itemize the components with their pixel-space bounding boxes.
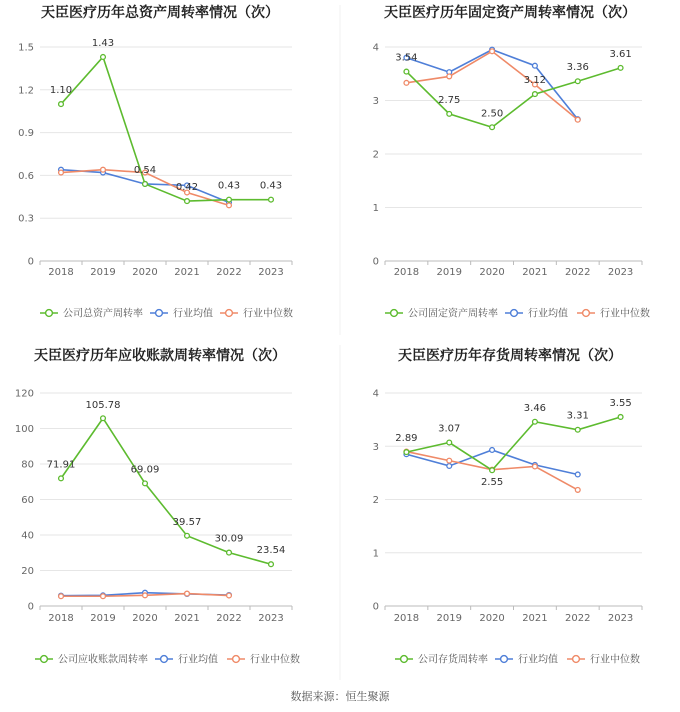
legend-swatch-marker (233, 656, 240, 663)
data-point-company (227, 197, 232, 202)
data-label: 3.36 (566, 62, 589, 74)
data-point-median (575, 488, 580, 493)
legend-swatch-marker (573, 656, 580, 663)
legend-swatch-marker (391, 310, 398, 317)
data-point-median (227, 593, 232, 598)
legend-item-median (577, 307, 650, 320)
data-label: 1.43 (91, 37, 115, 49)
data-point-median (447, 74, 452, 79)
legend-item-median (567, 653, 640, 666)
data-label: 2.75 (438, 94, 461, 106)
data-label: 2.50 (480, 108, 504, 120)
data-label: 3.55 (609, 397, 632, 409)
x-tick-label: 2023 (607, 613, 634, 624)
data-point-company (59, 102, 64, 107)
data-point-median (533, 464, 538, 469)
data-point-median (101, 594, 106, 599)
data-label: 39.57 (172, 516, 202, 528)
data-point-median (447, 458, 452, 463)
data-point-company (101, 55, 106, 60)
data-point-median (59, 170, 64, 175)
data-label: 3.12 (523, 75, 547, 87)
legend-label: 行业中位数 (590, 654, 640, 666)
data-point-company (490, 125, 495, 130)
chart-title: 天臣医疗历年固定资产周转率情况（次） (384, 5, 636, 21)
data-point-company (143, 182, 148, 187)
x-tick-label: 2023 (258, 267, 284, 278)
y-tick-label: 1 (372, 548, 379, 560)
data-point-company (618, 415, 623, 420)
x-tick-label: 2020 (479, 267, 505, 278)
y-tick-label: 20 (21, 566, 34, 577)
data-label: 71.91 (46, 459, 76, 471)
x-tick-label: 2022 (565, 613, 591, 624)
data-point-company (618, 65, 623, 70)
data-source: 数据来源：恒生聚源 (290, 690, 390, 703)
x-tick-label: 2022 (216, 267, 242, 278)
y-tick-label: 2 (372, 495, 379, 506)
data-point-avg (490, 448, 495, 453)
x-tick-label: 2018 (393, 267, 420, 278)
data-point-median (227, 203, 232, 208)
data-label: 69.09 (130, 464, 160, 476)
legend-label: 行业中位数 (600, 308, 650, 320)
data-label: 2.55 (480, 477, 504, 489)
data-point-company (185, 199, 190, 204)
legend-item-company (40, 307, 143, 320)
y-tick-label: 2 (372, 149, 379, 161)
y-tick-label: 40 (21, 530, 34, 542)
data-point-median (575, 117, 580, 122)
x-tick-label: 2019 (436, 267, 462, 278)
chart-panel-3 (15, 347, 300, 666)
x-tick-label: 2020 (479, 613, 505, 624)
y-tick-label: 0 (372, 256, 379, 268)
legend-swatch-marker (401, 656, 408, 663)
legend-label: 行业均值 (173, 308, 213, 320)
y-tick-label: 0 (27, 601, 34, 613)
x-tick-label: 2023 (258, 613, 284, 624)
y-tick-label: 0 (372, 601, 379, 613)
y-tick-label: 80 (21, 459, 34, 471)
chart-panel-1 (18, 4, 293, 320)
data-point-avg (533, 63, 538, 68)
data-label: 30.09 (214, 533, 244, 545)
legend-label: 公司存货周转率 (418, 654, 488, 666)
data-label: 105.78 (85, 400, 121, 412)
legend-swatch-marker (226, 310, 233, 317)
data-point-avg (575, 472, 580, 477)
data-label: 3.46 (523, 402, 547, 414)
chart-title: 天臣医疗历年存货周转率情况（次） (398, 348, 622, 364)
x-tick-label: 2022 (565, 267, 591, 278)
data-point-company (269, 197, 274, 202)
data-point-median (490, 49, 495, 54)
data-point-company (227, 550, 232, 555)
data-label: 3.61 (609, 48, 632, 60)
data-label: 1.10 (49, 85, 73, 97)
data-point-company (490, 468, 495, 473)
y-tick-label: 3 (372, 441, 379, 453)
data-label: 0.54 (133, 164, 157, 176)
x-tick-label: 2021 (174, 613, 200, 624)
legend-swatch-marker (156, 310, 163, 317)
legend-item-avg (505, 307, 568, 320)
y-tick-label: 60 (21, 495, 34, 506)
legend-label: 公司应收账款周转率 (58, 654, 148, 666)
data-point-company (404, 69, 409, 74)
y-tick-label: 1.5 (18, 42, 34, 54)
chart-panel-2 (373, 4, 650, 320)
legend-swatch-marker (501, 656, 508, 663)
data-point-company (101, 416, 106, 421)
legend-item-company (35, 653, 148, 666)
legend-label: 行业均值 (528, 308, 568, 320)
y-tick-label: 1 (372, 203, 379, 214)
x-tick-label: 2021 (522, 267, 548, 278)
data-label: 2.89 (395, 433, 418, 445)
chart-panel-4 (373, 347, 642, 666)
y-tick-label: 4 (372, 42, 379, 54)
legend-item-company (395, 653, 488, 666)
x-tick-label: 2019 (436, 613, 462, 624)
data-label: 3.54 (395, 52, 418, 64)
y-tick-label: 4 (372, 388, 379, 400)
data-point-median (185, 591, 190, 596)
x-tick-label: 2021 (522, 613, 548, 624)
y-tick-label: 3 (372, 96, 379, 107)
data-point-company (143, 481, 148, 486)
legend-item-avg (150, 307, 213, 320)
data-point-company (404, 450, 409, 455)
data-label: 3.07 (438, 423, 461, 435)
legend-swatch-marker (161, 656, 168, 663)
legend-swatch-marker (41, 656, 48, 663)
chart-title: 天臣医疗历年总资产周转率情况（次） (41, 5, 279, 21)
data-point-company (447, 440, 452, 445)
y-tick-label: 0.3 (18, 213, 34, 225)
data-label: 0.43 (259, 180, 283, 192)
data-point-median (404, 80, 409, 85)
x-tick-label: 2019 (90, 613, 116, 624)
legend-label: 行业中位数 (243, 308, 293, 320)
x-tick-label: 2023 (607, 267, 634, 278)
data-point-median (101, 167, 106, 172)
legend-swatch-marker (46, 310, 53, 317)
x-tick-label: 2022 (216, 613, 242, 624)
data-point-median (143, 593, 148, 598)
legend-item-avg (495, 653, 558, 666)
legend-label: 行业均值 (178, 654, 218, 666)
legend-label: 行业均值 (518, 654, 558, 666)
x-tick-label: 2018 (393, 613, 420, 624)
data-point-company (269, 562, 274, 567)
legend-item-median (227, 653, 300, 666)
legend-label: 公司固定资产周转率 (408, 308, 498, 320)
x-tick-label: 2020 (132, 267, 158, 278)
data-label: 3.31 (566, 410, 589, 422)
legend-item-median (220, 307, 293, 320)
data-label: 0.43 (217, 180, 241, 192)
series-line-company (61, 57, 271, 201)
y-tick-label: 100 (14, 424, 34, 435)
y-tick-label: 120 (14, 388, 34, 400)
data-point-company (533, 419, 538, 424)
legend-swatch-marker (511, 310, 518, 317)
x-tick-label: 2019 (90, 267, 116, 278)
data-label: 23.54 (256, 545, 286, 557)
legend-item-avg (155, 653, 218, 666)
chart-title: 天臣医疗历年应收账款周转率情况（次） (34, 348, 286, 364)
data-label: 0.42 (175, 182, 199, 194)
data-point-company (533, 92, 538, 97)
y-tick-label: 1.2 (18, 85, 34, 97)
legend-label: 公司总资产周转率 (63, 308, 143, 320)
x-tick-label: 2018 (48, 267, 74, 278)
data-point-company (575, 79, 580, 84)
y-tick-label: 0 (27, 256, 34, 268)
x-tick-label: 2018 (48, 613, 74, 624)
y-tick-label: 0.9 (18, 128, 34, 140)
y-tick-label: 0.6 (18, 170, 34, 182)
data-point-median (59, 594, 64, 599)
data-point-company (447, 111, 452, 116)
x-tick-label: 2020 (132, 613, 158, 624)
data-point-company (185, 533, 190, 538)
x-tick-label: 2021 (174, 267, 200, 278)
legend-item-company (385, 307, 498, 320)
data-point-company (59, 476, 64, 481)
legend-label: 行业中位数 (250, 654, 300, 666)
data-point-avg (447, 464, 452, 469)
legend-swatch-marker (583, 310, 590, 317)
data-point-company (575, 427, 580, 432)
